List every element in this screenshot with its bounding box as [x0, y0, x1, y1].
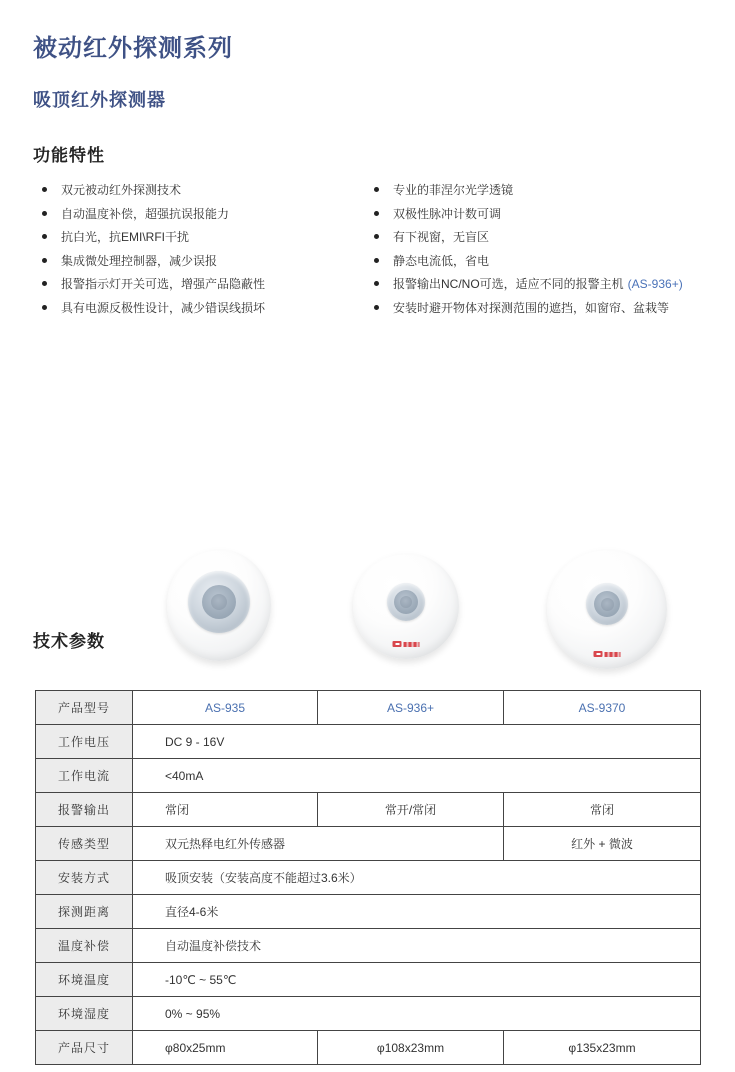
brand-badge-icon [393, 641, 402, 647]
spec-value-cell: 直径4-6米 [133, 895, 701, 929]
detector-lens-icon [387, 583, 425, 621]
table-row [36, 725, 701, 759]
feature-highlight: (AS-936+) [627, 277, 683, 291]
table-row [36, 861, 701, 895]
spec-label-cell: 工作电流 [36, 759, 133, 793]
spec-value-cell: φ108x23mm [318, 1031, 504, 1065]
brand-logo-icon [393, 641, 420, 647]
feature-text: 抗白光，抗EMI\RFI干扰 [61, 230, 189, 244]
feature-text: 安装时避开物体对探测范围的遮挡，如窗帘、盆栽等 [393, 300, 670, 315]
spec-value-cell: 0% ~ 95% [133, 997, 701, 1031]
spec-label-cell: 温度补偿 [36, 929, 133, 963]
spec-label-cell: 探测距离 [36, 895, 133, 929]
features-heading: 功能特性 [33, 146, 105, 165]
bullet-icon [374, 305, 379, 310]
spec-label-cell: 安装方式 [36, 861, 133, 895]
model-cell: AS-9370 [504, 691, 701, 725]
bullet-icon [374, 258, 379, 263]
spec-label-cell: 环境温度 [36, 963, 133, 997]
bullet-icon [374, 281, 379, 286]
table-row-model [36, 691, 701, 725]
spec-value-cell: 常闭 [504, 793, 701, 827]
detector-lens-icon [586, 583, 628, 625]
model-cell: AS-935 [133, 691, 318, 725]
brand-logo-icon [594, 651, 621, 657]
feature-text: 具有电源反极性设计，减少错误线损坏 [61, 300, 266, 315]
spec-value-cell: 自动温度补偿技术 [133, 929, 701, 963]
detector-lens-core [211, 594, 227, 610]
page-subtitle: 吸顶红外探测器 [33, 90, 166, 110]
spec-value-cell: φ135x23mm [504, 1031, 701, 1065]
feature-item [372, 253, 724, 269]
spec-label-cell: 报警输出 [36, 793, 133, 827]
bullet-icon [42, 187, 47, 192]
feature-item [372, 206, 724, 222]
table-row [36, 963, 701, 997]
specs-table [35, 690, 701, 1065]
bullet-icon [42, 258, 47, 263]
bullet-icon [42, 234, 47, 239]
feature-text: 自动温度补偿，超强抗误报能力 [61, 206, 230, 221]
features-list-right [372, 182, 724, 323]
bullet-icon [42, 211, 47, 216]
spec-value-cell: 常闭 [133, 793, 318, 827]
spec-label-cell: 环境湿度 [36, 997, 133, 1031]
bullet-icon [374, 211, 379, 216]
table-row [36, 997, 701, 1031]
product-image-as-935 [167, 549, 271, 661]
spec-value-cell: 吸顶安装（安装高度不能超过3.6米） [133, 861, 701, 895]
feature-text: 专业的菲涅尔光学透镜 [393, 183, 514, 197]
spec-value-cell: 双元热释电红外传感器 [133, 827, 504, 861]
feature-item [40, 300, 360, 316]
feature-item [40, 182, 360, 198]
bullet-icon [374, 187, 379, 192]
detector-lens-inner [594, 591, 620, 617]
bullet-icon [42, 281, 47, 286]
feature-item [372, 300, 724, 316]
feature-text: 双极性脉冲计数可调 [393, 206, 502, 221]
brand-badge-icon [594, 651, 603, 657]
feature-text: 集成微处理控制器，减少误报 [61, 253, 218, 268]
specs-heading: 技术参数 [33, 632, 105, 651]
table-row [36, 793, 701, 827]
feature-text: 静态电流低，省电 [393, 253, 490, 268]
detector-lens-core [601, 598, 614, 611]
features-list-left [40, 182, 360, 323]
table-row [36, 895, 701, 929]
brand-badge-dot [596, 653, 600, 655]
brand-text-mark [404, 642, 420, 647]
feature-text: 报警指示灯开关可选，增强产品隐蔽性 [61, 277, 266, 291]
feature-item [372, 182, 724, 198]
table-row [36, 759, 701, 793]
spec-label-cell: 传感类型 [36, 827, 133, 861]
detector-lens-inner [394, 590, 418, 614]
model-cell: AS-936+ [318, 691, 504, 725]
spec-value-cell: 常开/常闭 [318, 793, 504, 827]
feature-text: 报警输出NC/NO可选，适应不同的报警主机 [393, 277, 624, 291]
feature-item [372, 276, 724, 292]
feature-item [40, 276, 360, 292]
spec-value-cell: <40mA [133, 759, 701, 793]
spec-value-cell: -10℃ ~ 55℃ [133, 963, 701, 997]
spec-label-cell: 产品型号 [36, 691, 133, 725]
brand-badge-dot [395, 643, 399, 645]
spec-value-cell: DC 9 - 16V [133, 725, 701, 759]
product-image-as-936plus [353, 553, 459, 659]
product-image-as-9370 [547, 549, 667, 669]
feature-item [40, 253, 360, 269]
table-row [36, 929, 701, 963]
detector-lens-core [400, 596, 412, 608]
feature-item [40, 229, 360, 245]
bullet-icon [374, 234, 379, 239]
brand-text-mark [605, 652, 621, 657]
detector-lens-icon [188, 571, 250, 633]
feature-text: 有下视窗，无盲区 [393, 230, 490, 244]
table-row [36, 827, 701, 861]
feature-item [40, 206, 360, 222]
spec-label-cell: 工作电压 [36, 725, 133, 759]
spec-value-cell: 红外 + 微波 [504, 827, 701, 861]
page-title: 被动红外探测系列 [33, 35, 233, 62]
feature-item [372, 229, 724, 245]
table-row [36, 1031, 701, 1065]
feature-text: 双元被动红外探测技术 [61, 183, 182, 197]
bullet-icon [42, 305, 47, 310]
detector-lens-inner [202, 585, 236, 619]
spec-value-cell: φ80x25mm [133, 1031, 318, 1065]
spec-label-cell: 产品尺寸 [36, 1031, 133, 1065]
